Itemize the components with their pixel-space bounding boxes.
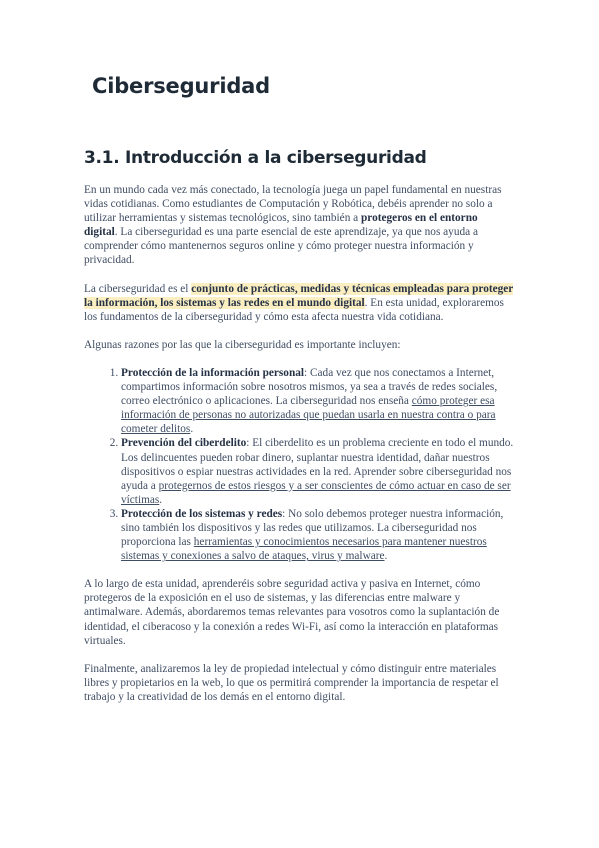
reasons-list [84, 366, 514, 563]
paragraph-definition: La ciberseguridad es el conjunto de prácticas, medidas y técnicas empleadas para proteger la información, los sistemas y las redes en el mundo digital. En esta unidad, exploraremos los fundamentos de la ciberseguridad y cómo esta afecta nuestra vida cotidiana. [84, 282, 514, 323]
list-item: 2. Prevención del ciberdelito: El ciberdelito es un problema creciente en todo el mundo. Los delincuentes pueden robar dinero, suplantar nuestra identidad, dañar nuestros dispositivos o espiar nuestras actividades en la red. Aprender sobre ciberseguridad nos ayuda a protegernos de estos riesgos y a ser conscientes de cómo actuar en caso de ser víctimas. [121, 436, 514, 506]
list-item: 3. Protección de los sistemas y redes: No solo debemos proteger nuestra información, sino también los dispositivos y las redes que utilizamos. La ciberseguridad nos proporciona las herramientas y conocimientos necesarios para mantener nuestros sistemas y conexiones a salvo de ataques, virus y malware. [121, 507, 514, 563]
underlined-phrase: protegernos de estos riesgos y a ser conscientes de cómo actuar en caso de ser víctimas [121, 479, 511, 506]
underlined-phrase: cómo proteger esa información de personas no autorizadas que puedan usarla en nuestra contra o para cometer delitos [121, 395, 496, 436]
document-title: Ciberseguridad [92, 74, 270, 98]
paragraph-closing: Finalmente, analizaremos la ley de propiedad intelectual y cómo distinguir entre materiales libres y propietarios en la web, lo que os permitirá comprender la importancia de respetar el trabajo y la creatividad de los demás en el entorno digital. [84, 662, 499, 703]
list-item: 1. Protección de la información personal: Cada vez que nos conectamos a Internet, compartimos información sobre nosotros mismos, ya sea a través de redes sociales, correo electrónico o aplicaciones. La ciberseguridad nos enseña cómo proteger esa información de personas no autorizadas que puedan usarla en nuestra contra o para cometer delitos. [121, 366, 514, 436]
paragraph-unit-overview: A lo largo de esta unidad, aprenderéis sobre seguridad activa y pasiva en Internet, cómo protegeros de la exposición en el uso de sistemas, y las diferencias entre malware y antimalware. Además, abordaremos temas relevantes para vosotros como la suplantación de identidad, el ciberacoso y la conexión a redes Wi-Fi, así como la interacción en plataformas virtuales. [84, 578, 500, 647]
bold-phrase: protegeros en el entorno digital [84, 212, 478, 239]
document-body [84, 183, 514, 718]
highlighted-definition: conjunto de prácticas, medidas y técnicas empleadas para proteger la información, los sistemas y las redes en el mundo digital [84, 282, 514, 309]
section-heading: 3.1. Introducción a la ciberseguridad [84, 148, 427, 168]
paragraph-intro: En un mundo cada vez más conectado, la tecnología juega un papel fundamental en nuestras vidas cotidianas. Como estudiantes de Computación y Robótica, debéis aprender no solo a utilizar herramientas y sistemas tecnológicos, sino también a protegeros en el entorno digital. La ciberseguridad es una parte esencial de este aprendizaje, ya que nos ayuda a comprender cómo mantenernos seguros online y cómo proteger nuestra información y privacidad. [84, 184, 502, 267]
paragraph-reasons-intro: Algunas razones por las que la ciberseguridad es importante incluyen: [84, 338, 401, 351]
underlined-phrase: herramientas y conocimientos necesarios para mantener nuestros sistemas y conexiones a salvo de ataques, virus y malware [121, 536, 487, 563]
